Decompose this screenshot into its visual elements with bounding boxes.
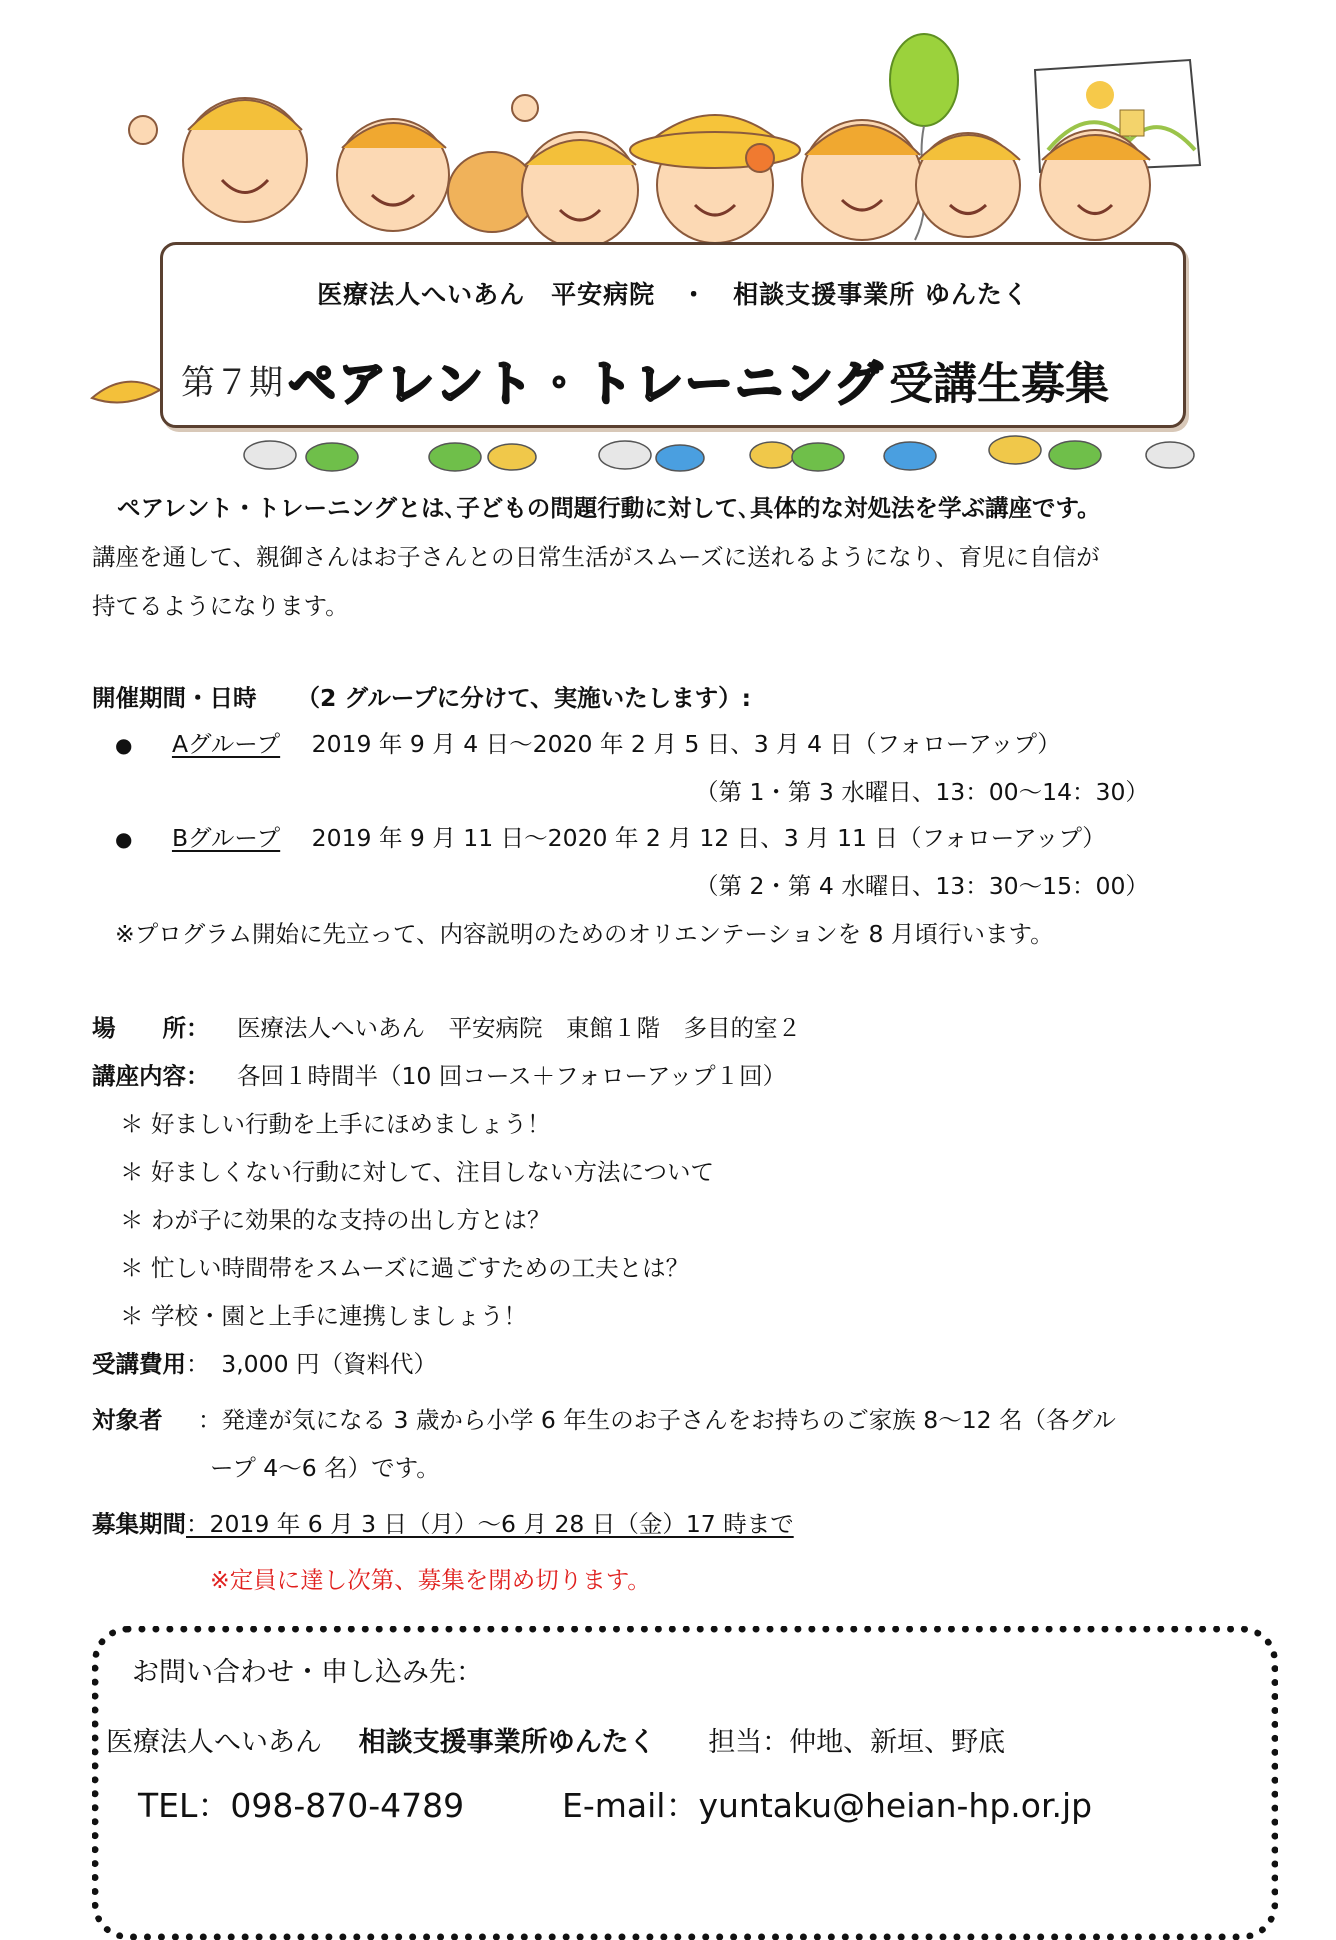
bullet-icon: ● bbox=[115, 733, 133, 757]
contact-heading: お問い合わせ・申し込み先： bbox=[132, 1657, 483, 1688]
contact-staff: 担当：仲地、新垣、野底 bbox=[708, 1727, 1006, 1758]
schedule-label: 開催期間・日時 （2 グループに分けて、実施いたします）: bbox=[92, 684, 752, 712]
content-item: ＊ 忙しい時間帯をスムーズに過ごすための工夫とは？ bbox=[120, 1254, 690, 1282]
recruit-value: ：2019 年 6 月 3 日（月）～6 月 28 日（金）17 時まで bbox=[186, 1510, 794, 1538]
content-value: 各回１時間半（10 回コース＋フォローアップ１回） bbox=[236, 1062, 787, 1090]
contact-office: 相談支援事業所ゆんたく bbox=[358, 1727, 656, 1758]
fee-label: 受講費用 bbox=[92, 1350, 186, 1378]
group-a-name: Aグループ bbox=[171, 730, 281, 758]
fee-row bbox=[92, 1340, 437, 1388]
group-b-row bbox=[115, 814, 1106, 863]
fee-value: ： 3,000 円（資料代） bbox=[186, 1350, 437, 1378]
recruit-label: 募集期間 bbox=[92, 1510, 186, 1538]
recruit-notice: ※定員に達し次第、募集を閉め切ります。 bbox=[210, 1566, 651, 1594]
content-item: ＊ 好ましい行動を上手にほめましょう！ bbox=[120, 1110, 551, 1138]
page-title bbox=[181, 345, 1109, 414]
target-line-1: ：発達が気になる 3 歳から小学 6 年生のお子さんをお持ちのご家族 8～12 名（各グル bbox=[197, 1406, 1116, 1434]
schedule-note: （2 グループに分けて、実施いたします）: bbox=[296, 684, 752, 712]
content-item: ＊ 好ましくない行動に対して、注目しない方法について bbox=[120, 1158, 715, 1186]
content-item: ＊ 学校・園と上手に連携しましょう！ bbox=[120, 1302, 527, 1330]
contact-email[interactable]: E-mail：yuntaku@heian-hp.or.jp bbox=[562, 1786, 1093, 1825]
place-value: 医療法人へいあん 平安病院 東館１階 多目的室２ bbox=[236, 1014, 801, 1042]
content-label: 講座内容： bbox=[92, 1062, 210, 1090]
content-row bbox=[92, 1052, 786, 1100]
title-main: ペアレント・トレーニング bbox=[288, 356, 885, 412]
content-item: ＊ わが子に効果的な支持の出し方とは？ bbox=[120, 1206, 551, 1234]
group-b-name: Bグループ bbox=[171, 824, 281, 852]
group-a-time: （第 1・第 3 水曜日、13：00～14：30） bbox=[695, 778, 1149, 806]
group-a-row bbox=[115, 720, 1061, 769]
target-row bbox=[92, 1396, 1116, 1444]
intro-line-3: 持てるようになります。 bbox=[92, 592, 349, 620]
title-prefix: 第７期 bbox=[181, 363, 283, 403]
intro-line-1: ペアレント・トレーニングとは､子どもの問題行動に対して､具体的な対処法を学ぶ講座です。 bbox=[117, 494, 1101, 522]
bullet-icon: ● bbox=[115, 827, 133, 851]
contact-org-row bbox=[106, 1720, 1005, 1759]
group-b-time: （第 2・第 4 水曜日、13：30～15：00） bbox=[695, 872, 1149, 900]
orientation-note: ※プログラム開始に先立って、内容説明のためのオリエンテーションを 8 月頃行います。 bbox=[115, 920, 1054, 948]
target-line-2: ープ 4～6 名）です。 bbox=[210, 1454, 440, 1482]
recruit-row bbox=[92, 1500, 794, 1548]
place-row bbox=[92, 1004, 801, 1052]
title-banner bbox=[160, 242, 1186, 428]
title-suffix: 受講生募集 bbox=[889, 358, 1110, 410]
target-label: 対象者 bbox=[92, 1406, 163, 1434]
place-label: 場 所： bbox=[92, 1014, 210, 1042]
group-a-dates: 2019 年 9 月 4 日～2020 年 2 月 5 日、3 月 4 日（フォローアップ） bbox=[311, 730, 1061, 758]
organization-line: 医療法人へいあん 平安病院 ・ 相談支援事業所 ゆんたく bbox=[317, 280, 1029, 309]
contact-org: 医療法人へいあん bbox=[106, 1727, 322, 1758]
group-b-dates: 2019 年 9 月 11 日～2020 年 2 月 12 日、3 月 11 日（フォローアップ） bbox=[311, 824, 1106, 852]
contact-tel: TEL：098-870-4789 bbox=[138, 1786, 465, 1825]
intro-line-2: 講座を通して、親御さんはお子さんとの日常生活がスムーズに送れるようになり、育児に自信が bbox=[92, 543, 1100, 571]
